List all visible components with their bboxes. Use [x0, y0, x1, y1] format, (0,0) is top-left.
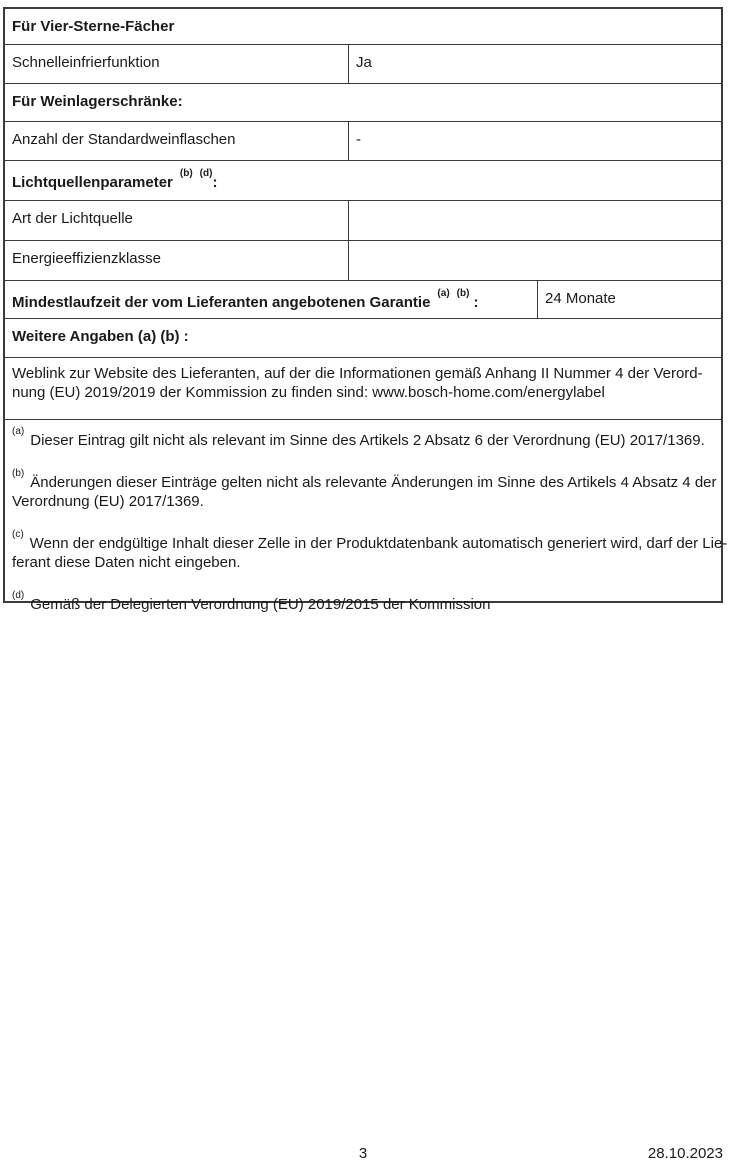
weblink-row	[5, 357, 721, 419]
footnote-c-text: Wenn der endgültige Inhalt dieser Zelle in der Produktdatenbank automatisch generiert wird, darf der Lie-	[29, 535, 728, 552]
data-row-schnelleinfrierfunktion	[5, 44, 721, 83]
section-row-weitere-angaben	[5, 318, 721, 357]
footnotes-block	[5, 420, 735, 613]
row-label: Anzahl der Standardweinflaschen	[5, 122, 349, 160]
section-label-text: Lichtquellenparameter	[12, 174, 173, 191]
footnote-c	[12, 530, 727, 572]
footnote-mark-a: (a)	[437, 288, 450, 299]
page-number: 3	[358, 1145, 368, 1162]
footnote-d-text: Gemäß der Delegierten Verordnung (EU) 2019/2015 der Kommission	[30, 596, 491, 613]
footnote-b	[12, 469, 727, 511]
data-row-energieeffizienzklasse	[5, 240, 721, 280]
row-label-text: Mindestlaufzeit der vom Lieferanten angebotenen Garantie	[12, 294, 431, 311]
footer-date: 28.10.2023	[647, 1145, 723, 1162]
data-row-art-der-lichtquelle	[5, 200, 721, 240]
data-row-garantie	[5, 280, 721, 318]
data-row-standardweinflaschen	[5, 121, 721, 160]
row-label	[5, 281, 538, 318]
footnotes-row	[5, 419, 728, 613]
row-value: -	[356, 131, 361, 148]
section-row-lichtquellenparameter	[5, 160, 721, 200]
footnote-d-marker: (d)	[12, 590, 25, 601]
page-footer	[3, 1144, 723, 1163]
footnote-mark-b: (b)	[179, 168, 193, 179]
footnote-mark-b: (b)	[456, 288, 470, 299]
footnote-mark-d: (d)	[199, 168, 213, 179]
product-data-sheet-table	[3, 7, 728, 613]
row-label: Schnelleinfrierfunktion	[5, 45, 349, 83]
footnote-a-marker: (a)	[12, 426, 25, 437]
footnote-c-marker: (c)	[12, 529, 24, 540]
weblink-line-1: Weblink zur Website des Lieferanten, auf der die Informationen gemäß Anhang II Nummer 4 der Verord-	[12, 365, 703, 382]
footnote-c-text-line2: ferant diese Daten nicht eingeben.	[12, 554, 241, 571]
weblink-paragraph	[5, 358, 721, 419]
row-label: Energieeffizienzklasse	[5, 241, 349, 280]
section-label	[5, 161, 721, 200]
section-label: Weitere Angaben (a) (b) :	[12, 328, 189, 345]
footnote-b-marker: (b)	[12, 468, 25, 479]
footnote-b-text-line2: Verordnung (EU) 2017/1369.	[12, 493, 204, 510]
row-label-suffix: :	[473, 294, 479, 311]
section-label-suffix: :	[212, 174, 218, 191]
footnote-a	[12, 427, 727, 450]
section-row-weinlagerschraenke	[5, 83, 721, 121]
section-row-vier-sterne-faecher	[5, 9, 721, 44]
row-value: Ja	[356, 54, 372, 71]
row-value	[349, 201, 721, 240]
weblink-line-2: nung (EU) 2019/2019 der Kommission zu finden sind: www.bosch-home.com/energylabel	[12, 384, 605, 401]
footnote-a-text: Dieser Eintrag gilt nicht als relevant im Sinne des Artikels 2 Absatz 6 der Verordnung (EU) 2017/1369.	[30, 432, 705, 449]
footnote-d	[12, 591, 727, 614]
row-value	[349, 241, 721, 280]
row-value: 24 Monate	[545, 290, 616, 307]
footnote-b-text: Änderungen dieser Einträge gelten nicht als relevante Änderungen im Sinne des Artikels 4 Absatz 4 der	[30, 474, 717, 491]
section-label: Für Weinlagerschränke:	[12, 93, 183, 110]
section-label: Für Vier-Sterne-Fächer	[12, 18, 175, 35]
row-label: Art der Lichtquelle	[5, 201, 349, 240]
